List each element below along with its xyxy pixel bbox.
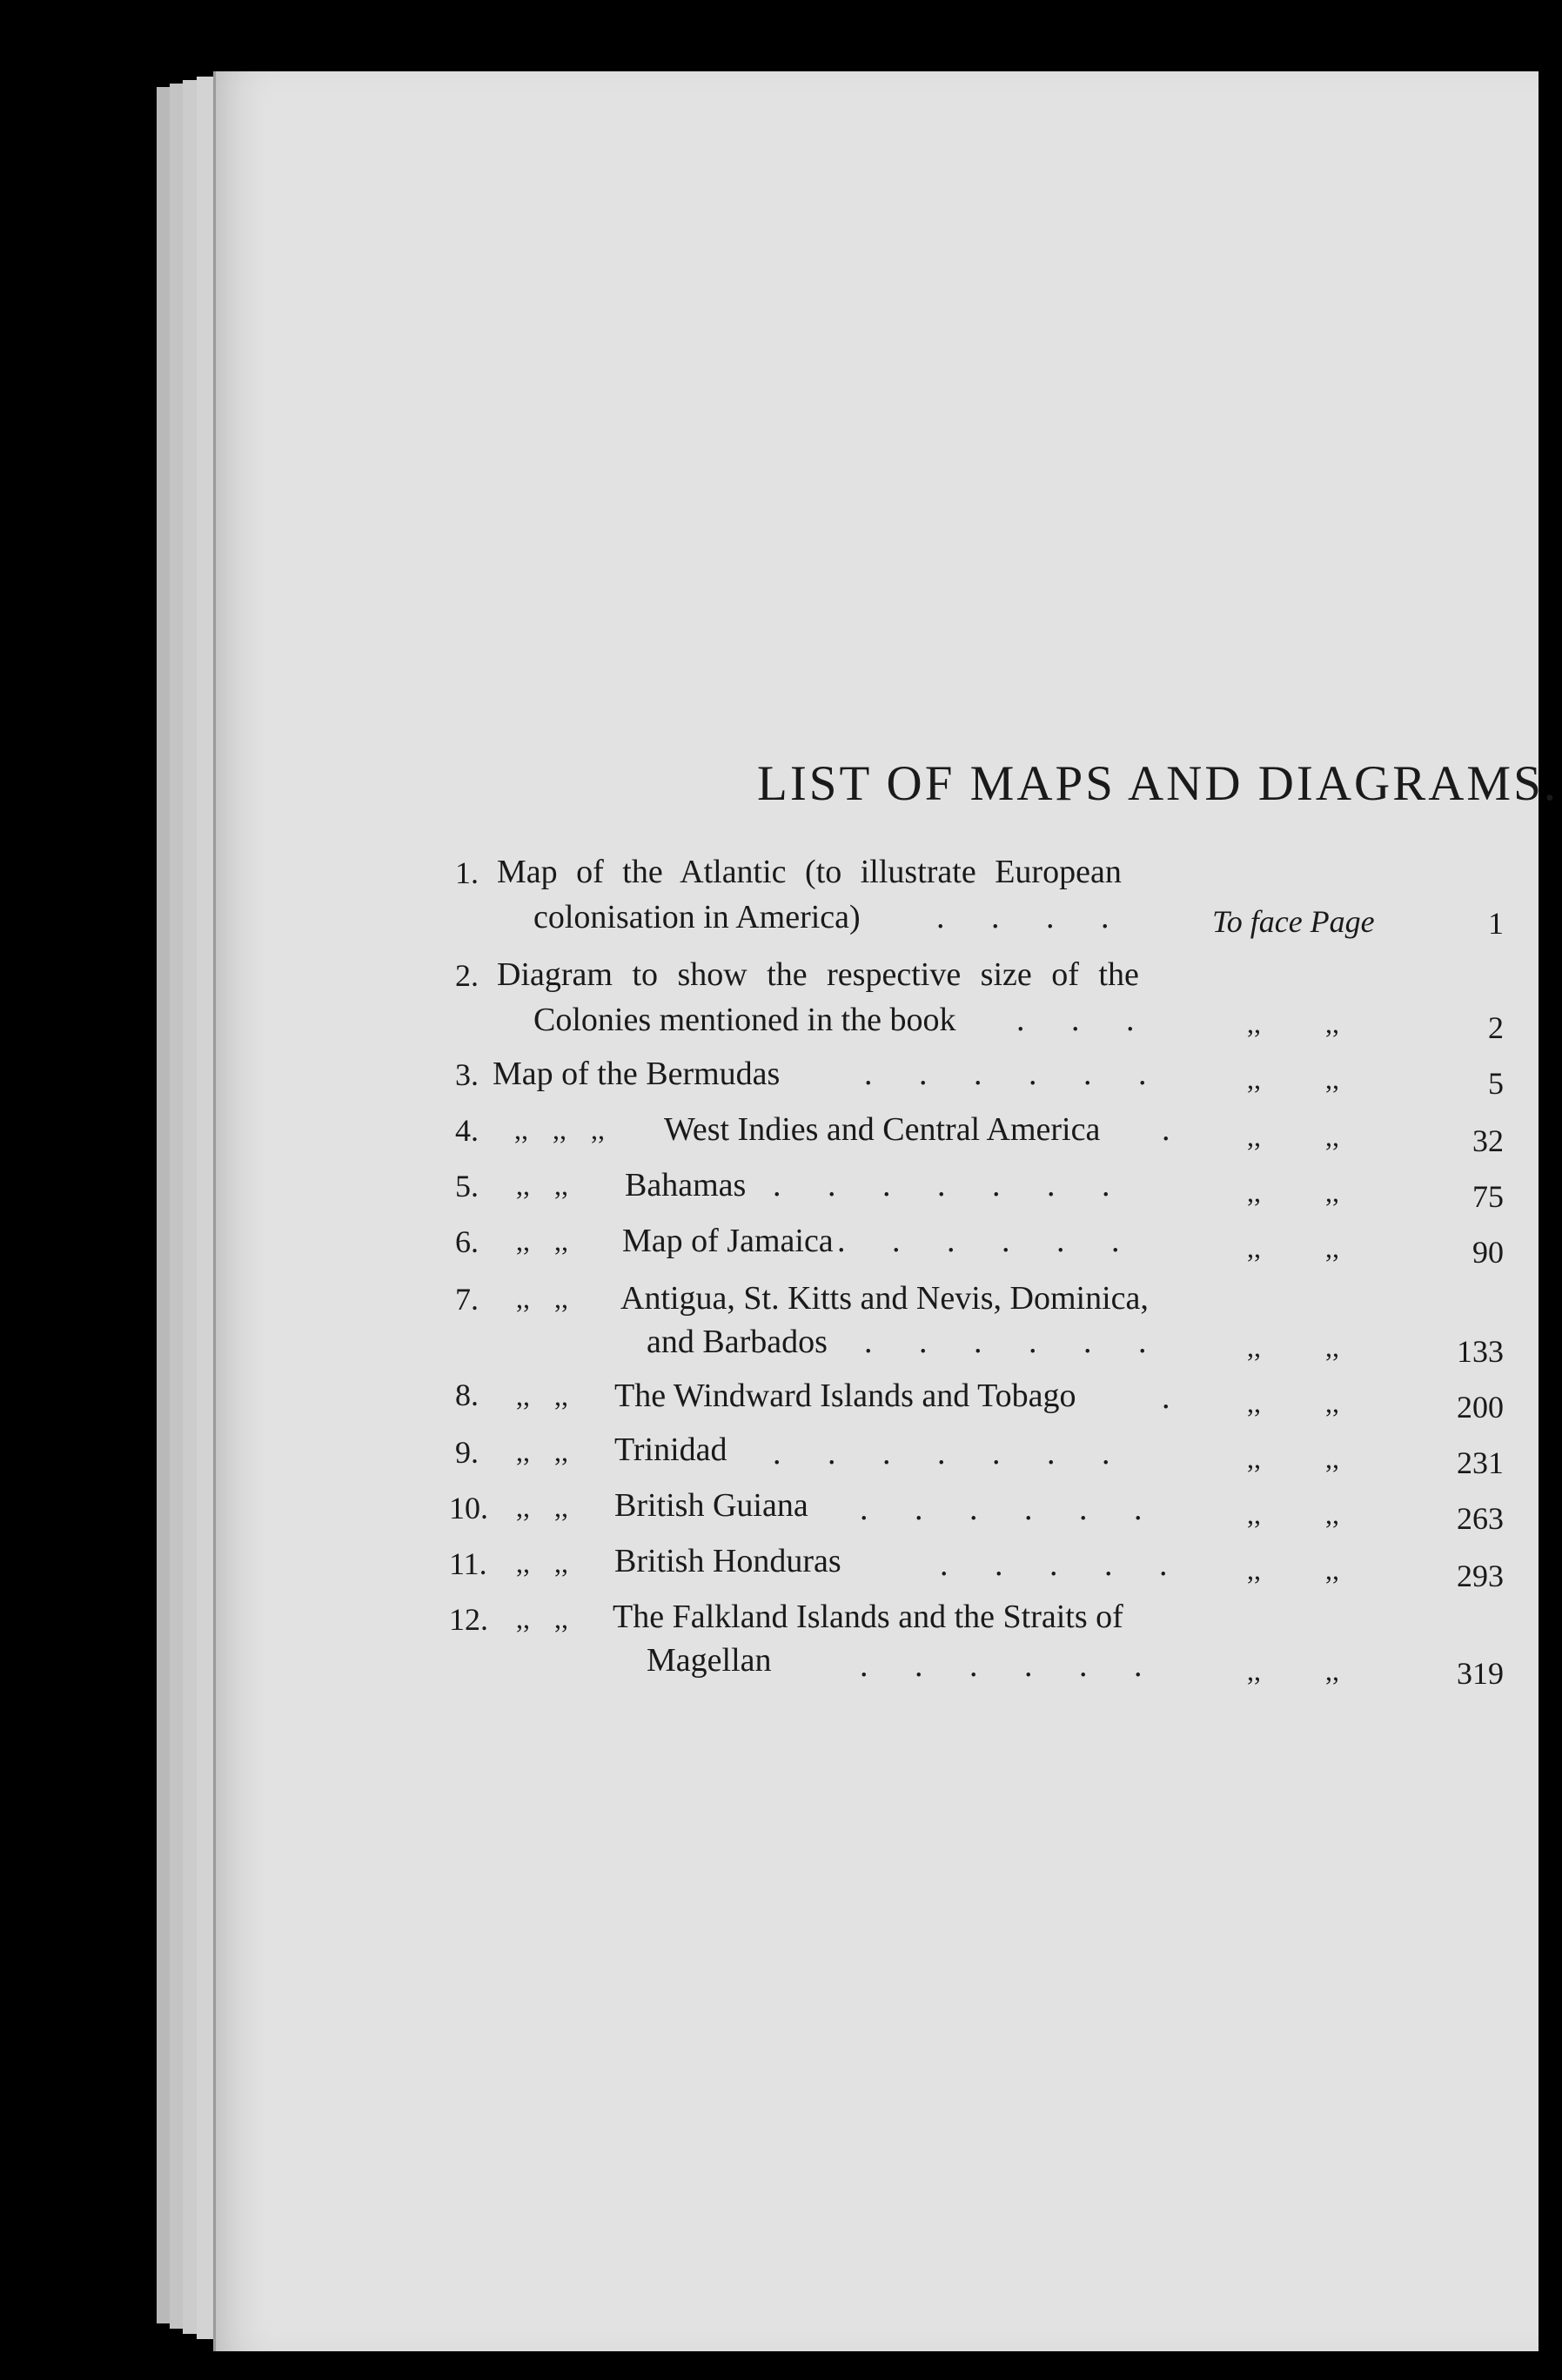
ditto-mark: ,, (1247, 1008, 1261, 1039)
ditto-mark: ,, (1247, 1177, 1261, 1208)
page-title: LIST OF MAPS AND DIAGRAMS. (757, 756, 1559, 811)
ditto-mark: ,, (1247, 1331, 1261, 1363)
entry-title-continued: Magellan (647, 1642, 772, 1679)
book-page (213, 71, 1559, 2351)
page-number: 231 (1457, 1445, 1504, 1480)
ditto-mark: ,, (1325, 1387, 1339, 1418)
entry-title-continued: and Barbados (647, 1324, 828, 1360)
page-number: 90 (1472, 1235, 1504, 1270)
ditto-mark: ,, (1325, 1331, 1339, 1363)
page-number: 263 (1457, 1501, 1504, 1536)
ditto-mark: ,, (1325, 1554, 1339, 1586)
ditto-marks: ,, ,, (516, 1436, 568, 1467)
leader-dots: . . . . . (940, 1546, 1187, 1583)
entry-number: 1. (455, 855, 479, 890)
ditto-mark: ,, (1247, 1554, 1261, 1586)
page-number: 1 (1488, 906, 1504, 941)
page-number: 75 (1472, 1179, 1504, 1214)
page-number: 319 (1457, 1656, 1504, 1691)
leader-dots: . (1162, 1111, 1190, 1148)
ditto-marks: ,, ,, ,, (514, 1114, 605, 1145)
leader-dots: . . . . . . . (773, 1167, 1130, 1203)
ditto-mark: ,, (1247, 1121, 1261, 1152)
entry-number: 12. (449, 1602, 488, 1637)
leader-dots: . (1162, 1379, 1190, 1416)
entry-title: British Guiana (614, 1487, 808, 1524)
entry-number: 7. (455, 1282, 479, 1317)
entry-number: 5. (455, 1169, 479, 1203)
ditto-mark: ,, (1247, 1063, 1261, 1095)
ditto-mark: ,, (1247, 1232, 1261, 1264)
entry-title: British Honduras (614, 1543, 841, 1579)
ditto-mark: ,, (1325, 1443, 1339, 1474)
entry-title: The Windward Islands and Tobago (614, 1378, 1076, 1414)
entry-title: The Falkland Islands and the Straits of (613, 1599, 1123, 1635)
leader-dots: . . . . . . (864, 1324, 1166, 1360)
ditto-mark: ,, (1325, 1008, 1339, 1039)
ditto-marks: ,, ,, (516, 1170, 568, 1201)
ditto-mark: ,, (1325, 1498, 1339, 1530)
ditto-mark: ,, (1325, 1232, 1339, 1264)
page-number: 5 (1488, 1066, 1504, 1101)
ditto-mark: ,, (1247, 1655, 1261, 1686)
leader-dots: . . . (1016, 1002, 1154, 1038)
entry-number: 4. (455, 1113, 479, 1148)
leader-dots: . . . . . . (860, 1491, 1162, 1527)
ditto-marks: ,, ,, (516, 1283, 568, 1314)
entry-title: Antigua, St. Kitts and Nevis, Dominica, (620, 1280, 1149, 1317)
page-number: 133 (1457, 1334, 1504, 1369)
entry-title: Map of Jamaica (622, 1223, 834, 1259)
ditto-mark: ,, (1325, 1121, 1339, 1152)
entry-number: 10. (449, 1491, 488, 1525)
leader-dots: . . . . . . (837, 1223, 1139, 1259)
page-number: 32 (1472, 1123, 1504, 1158)
entry-title-continued: colonisation in America) (533, 899, 861, 935)
ditto-mark: ,, (1247, 1498, 1261, 1530)
entry-number: 9. (455, 1435, 479, 1470)
column-heading: To face Page (1212, 904, 1375, 939)
entry-number: 6. (455, 1224, 479, 1259)
ditto-mark: ,, (1325, 1063, 1339, 1095)
ditto-marks: ,, ,, (516, 1492, 568, 1523)
leader-dots: . . . . (936, 899, 1129, 935)
entry-title: Trinidad (614, 1431, 727, 1468)
entry-title-continued: Colonies mentioned in the book (533, 1002, 956, 1038)
page-number: 2 (1488, 1010, 1504, 1045)
entry-number: 3. (455, 1057, 479, 1092)
entry-title: Map of the Atlantic (to illustrate European (497, 854, 1122, 890)
ditto-mark: ,, (1325, 1177, 1339, 1208)
entry-title: Map of the Bermudas (493, 1056, 781, 1092)
ditto-mark: ,, (1325, 1655, 1339, 1686)
ditto-marks: ,, ,, (516, 1547, 568, 1579)
page-number: 293 (1457, 1559, 1504, 1593)
entry-title: Diagram to show the respective size of the (497, 956, 1139, 993)
ditto-mark: ,, (1247, 1387, 1261, 1418)
entry-number: 2. (455, 958, 479, 993)
entry-title: Bahamas (625, 1167, 747, 1203)
leader-dots: . . . . . . (864, 1056, 1166, 1092)
ditto-mark: ,, (1247, 1443, 1261, 1474)
page-number: 200 (1457, 1390, 1504, 1425)
entry-number: 11. (449, 1546, 487, 1581)
leader-dots: . . . . . . . (773, 1435, 1130, 1472)
leader-dots: . . . . . . (860, 1647, 1162, 1684)
ditto-marks: ,, ,, (516, 1603, 568, 1634)
ditto-marks: ,, ,, (516, 1225, 568, 1257)
entry-number: 8. (455, 1378, 479, 1412)
entry-title: West Indies and Central America (664, 1111, 1101, 1148)
ditto-marks: ,, ,, (516, 1380, 568, 1411)
